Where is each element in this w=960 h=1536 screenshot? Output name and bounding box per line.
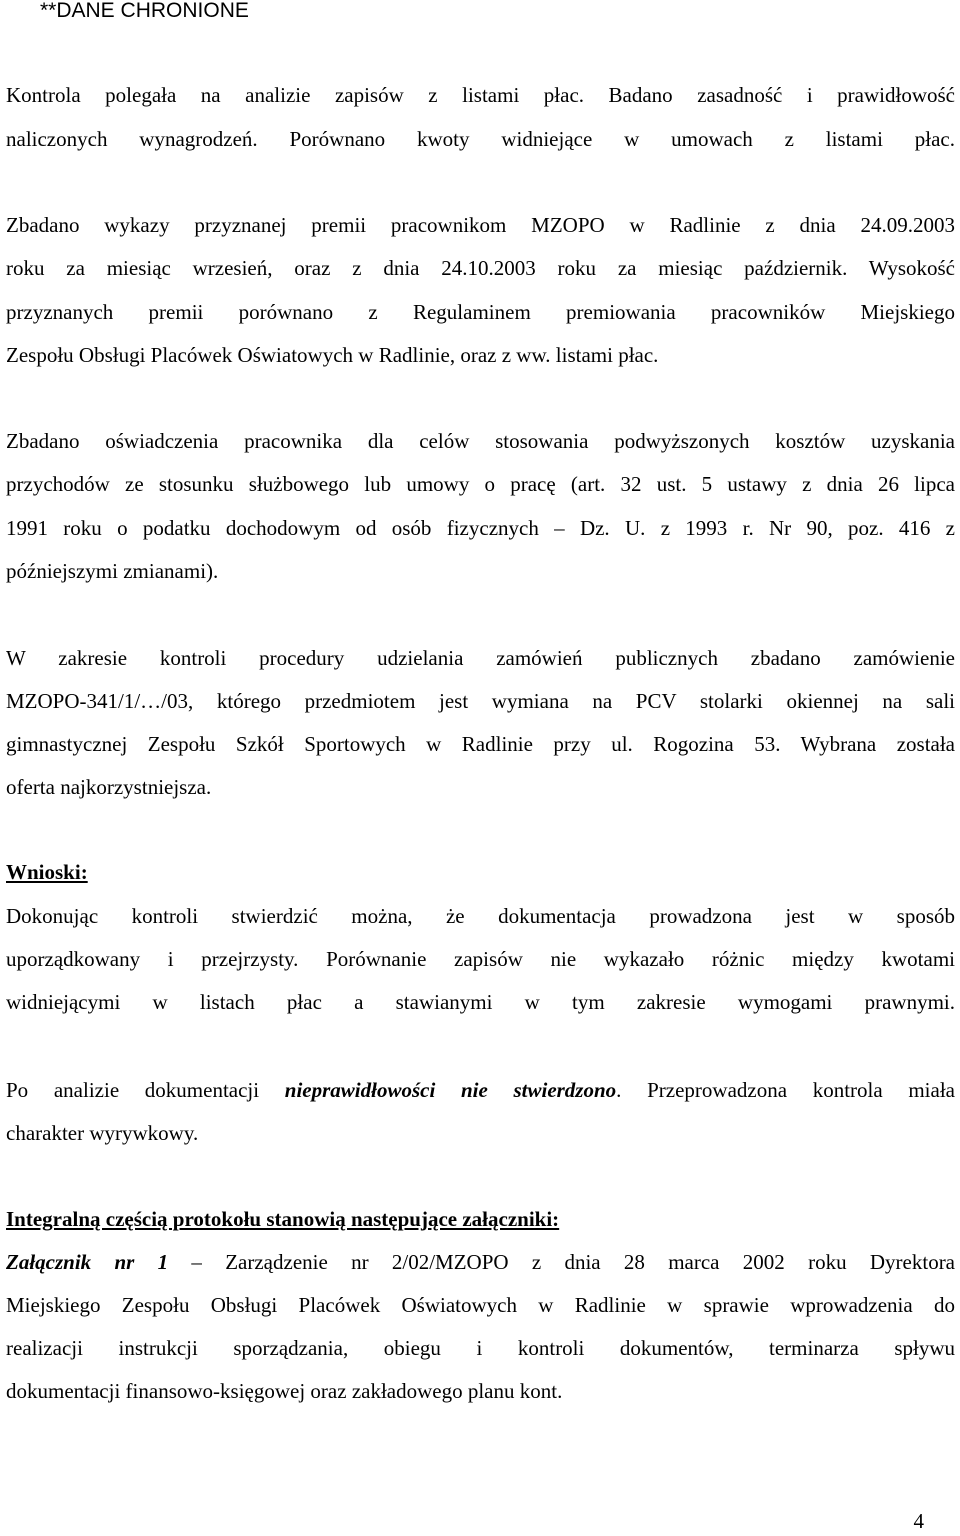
attachment-1-title-start: – Zarządzenie nr 2/02/MZOPO z dnia 28 marca 2002 roku Dyrektora (168, 1250, 956, 1274)
conclusions-heading: Wnioski: (6, 860, 88, 884)
paragraph-4-line-3: gimnastycznej Zespołu Szkół Sportowych w Radlinie przy ul. Rogozina 53. Wybrana została (6, 732, 955, 756)
paragraph-4-line-4: oferta najkorzystniejsza. (6, 775, 212, 799)
conclusions-text-trail: . Przeprowadzona kontrola miała (616, 1078, 955, 1102)
document-header: **DANE CHRONIONE (40, 0, 249, 22)
attachments-heading: Integralną częścią protokołu stanowią następujące załączniki: (6, 1207, 560, 1231)
paragraph-1-line-1: Kontrola polegała na analizie zapisów z listami płac. Badano zasadność i prawidłowość (6, 83, 955, 107)
conclusions-text-lead: Po analizie dokumentacji (6, 1078, 285, 1102)
conclusions-heading-line (6, 857, 955, 887)
conclusions-paragraph-1-line-1: Dokonując kontroli stwierdzić można, że dokumentacja prowadzona jest w sposób (6, 904, 955, 928)
conclusions-paragraph-1-line-3: widniejącymi w listach płac a stawianymi w tym zakresie wymogami prawnymi. (6, 990, 955, 1014)
paragraph-2-line-2: roku za miesiąc wrzesień, oraz z dnia 24.10.2003 roku za miesiąc październik. Wysokość (6, 256, 955, 280)
attachment-1-line-1 (6, 1247, 955, 1277)
paragraph-4-line-2: MZOPO-341/1/…/03, którego przedmiotem jest wymiana na PCV stolarki okiennej na sali (6, 689, 955, 713)
attachment-1-line-4: dokumentacji finansowo-księgowej oraz zakładowego planu kont. (6, 1379, 563, 1403)
conclusions-paragraph-1-line-2: uporządkowany i przejrzysty. Porównanie zapisów nie wykazało różnic między kwotami (6, 947, 955, 971)
conclusions-paragraph-2-line-2: charakter wyrywkowy. (6, 1121, 199, 1145)
no-irregularities-statement: nieprawidłowości nie stwierdzono (284, 1078, 617, 1102)
paragraph-1-line-2: naliczonych wynagrodzeń. Porównano kwoty widniejące w umowach z listami płac. (6, 127, 955, 151)
paragraph-4-line-1: W zakresie kontroli procedury udzielania zamówień publicznych zbadano zamówienie (6, 646, 955, 670)
attachments-heading-line (6, 1204, 955, 1234)
attachment-1-line-3: realizacji instrukcji sporządzania, obiegu i kontroli dokumentów, terminarza spływu (6, 1336, 955, 1360)
paragraph-3-line-1: Zbadano oświadczenia pracownika dla celów stosowania podwyższonych kosztów uzyskania (6, 429, 955, 453)
attachment-1-label: Załącznik nr 1 (6, 1250, 169, 1274)
paragraph-2-line-1: Zbadano wykazy przyznanej premii pracownikom MZOPO w Radlinie z dnia 24.09.2003 (6, 213, 955, 237)
page-number: 4 (913, 1509, 924, 1533)
paragraph-2-line-4: Zespołu Obsługi Placówek Oświatowych w Radlinie, oraz z ww. listami płac. (6, 343, 659, 367)
paragraph-2-line-3: przyznanych premii porównano z Regulaminem premiowania pracowników Miejskiego (6, 300, 955, 324)
paragraph-3-line-4: późniejszymi zmianami). (6, 559, 219, 583)
conclusions-paragraph-2-line-1 (6, 1075, 955, 1105)
paragraph-3-line-2: przychodów ze stosunku służbowego lub umowy o pracę (art. 32 ust. 5 ustawy z dnia 26 lipca (6, 472, 955, 496)
paragraph-3-line-3: 1991 roku o podatku dochodowym od osób fizycznych – Dz. U. z 1993 r. Nr 90, poz. 416 z (6, 516, 955, 540)
attachment-1-line-2: Miejskiego Zespołu Obsługi Placówek Oświatowych w Radlinie w sprawie wprowadzenia do (6, 1293, 955, 1317)
